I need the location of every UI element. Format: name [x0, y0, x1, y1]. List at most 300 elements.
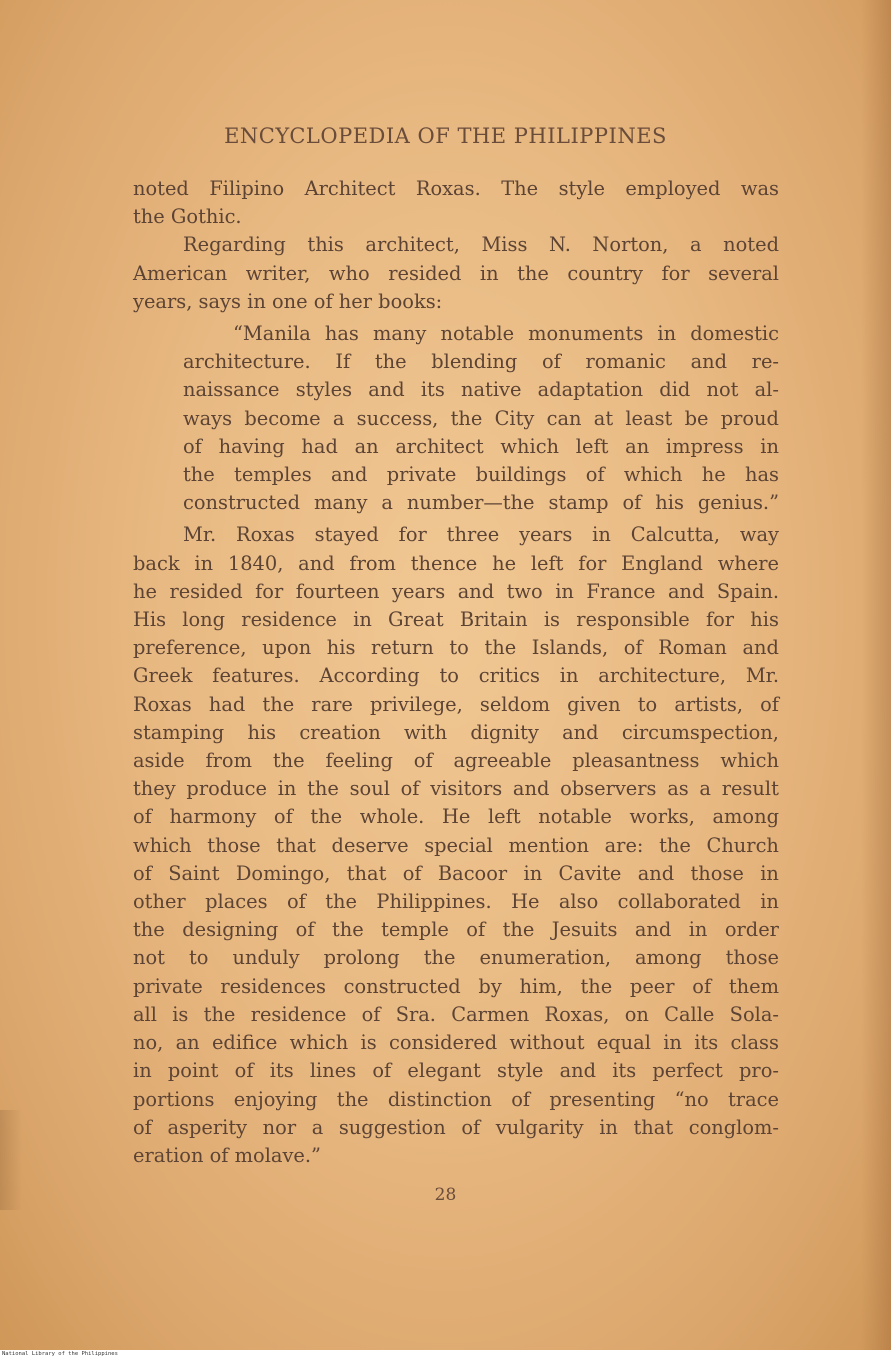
- word: which: [500, 434, 560, 458]
- word: features.: [212, 664, 300, 688]
- word: whole.: [359, 805, 425, 829]
- word: all: [133, 1002, 157, 1026]
- word: perfect: [652, 1059, 723, 1083]
- word: notable: [440, 322, 515, 346]
- word: where: [717, 551, 779, 575]
- word: agreeable: [453, 749, 552, 773]
- word: Cavite: [558, 861, 622, 885]
- word: proud: [720, 406, 779, 430]
- word: Saint: [168, 861, 220, 885]
- word: and: [562, 720, 599, 744]
- word: and: [667, 579, 705, 603]
- word: resided: [169, 579, 243, 603]
- word: the: [325, 890, 358, 914]
- word: for: [578, 551, 607, 575]
- paragraph: [133, 521, 779, 1170]
- text-line: [183, 320, 779, 348]
- word: places: [205, 890, 268, 914]
- word: re-: [751, 350, 779, 374]
- word: in: [599, 1115, 618, 1139]
- text-line: [183, 376, 779, 404]
- word: Church: [706, 833, 779, 857]
- word: of: [295, 918, 315, 942]
- word: in: [277, 777, 297, 801]
- text-line: [133, 1001, 779, 1029]
- word: has: [324, 322, 359, 346]
- text-line: [183, 433, 779, 461]
- word: his: [326, 636, 356, 660]
- word: unduly: [232, 946, 300, 970]
- word: class: [730, 1031, 779, 1055]
- word: architecture.: [183, 350, 311, 374]
- word: become: [244, 406, 321, 430]
- word: “no: [674, 1087, 709, 1111]
- text-line: [133, 203, 779, 231]
- word: this: [307, 233, 344, 257]
- word: in: [688, 918, 708, 942]
- word: Roxas.: [415, 177, 481, 200]
- word: success,: [356, 406, 439, 430]
- text-line: [133, 606, 779, 634]
- word: the: [659, 833, 691, 857]
- word: for: [661, 261, 690, 285]
- word: observers: [560, 777, 657, 801]
- word: the: [502, 918, 535, 942]
- word: rare: [311, 692, 353, 716]
- word: His: [133, 608, 167, 632]
- word: to: [439, 664, 459, 688]
- word: of: [585, 463, 605, 487]
- word: resided: [388, 261, 462, 285]
- word: no,: [133, 1031, 164, 1055]
- word: aside: [133, 749, 185, 773]
- word: residence: [250, 1002, 347, 1026]
- word: of: [541, 350, 561, 374]
- word: the: [331, 918, 364, 942]
- word: the: [423, 946, 456, 970]
- word: in: [760, 861, 779, 885]
- word: special: [424, 833, 493, 857]
- word: al-: [754, 378, 779, 402]
- word: was: [740, 177, 779, 200]
- word: of: [413, 749, 433, 773]
- word: of: [692, 974, 712, 998]
- text-line: [133, 860, 779, 888]
- word: its: [420, 378, 445, 402]
- text-line: [133, 747, 779, 775]
- word: Philippines.: [376, 890, 492, 914]
- word: him,: [519, 974, 563, 998]
- line-text: years, says in one of her books:: [133, 289, 443, 313]
- word: the: [450, 406, 483, 430]
- word: Sola-: [729, 1002, 779, 1026]
- word: had: [208, 692, 246, 716]
- word: The: [501, 177, 539, 200]
- word: of: [286, 890, 306, 914]
- word: to: [189, 946, 209, 970]
- word: nor: [262, 1115, 297, 1139]
- word: for: [398, 523, 427, 547]
- text-line: [133, 260, 779, 288]
- word: Calle: [664, 1002, 715, 1026]
- word: portions: [133, 1087, 215, 1111]
- text-line: [133, 916, 779, 944]
- word: which: [289, 1031, 349, 1055]
- text-line: [133, 521, 779, 549]
- word: He: [511, 890, 540, 914]
- word: suggestion: [338, 1115, 446, 1139]
- word: in: [559, 664, 579, 688]
- word: its: [694, 1031, 719, 1055]
- word: his: [247, 720, 277, 744]
- word: of: [133, 805, 152, 829]
- word: in: [523, 861, 543, 885]
- text-line: [133, 691, 779, 719]
- text-line: [133, 1086, 779, 1114]
- word: of: [511, 1087, 531, 1111]
- block-quote: [133, 320, 779, 517]
- word: temples: [234, 463, 312, 487]
- word: Britain: [459, 608, 528, 632]
- word: England: [621, 551, 703, 575]
- word: 1840,: [227, 551, 284, 575]
- word: He: [441, 805, 471, 829]
- word: return: [371, 636, 434, 660]
- word: of: [760, 692, 779, 716]
- word: Architect: [304, 177, 396, 200]
- word: and: [368, 378, 405, 402]
- word: the: [484, 636, 517, 660]
- word: among: [635, 946, 702, 970]
- word: by: [478, 974, 502, 998]
- word: long: [182, 608, 226, 632]
- paragraph: [133, 231, 779, 316]
- word: Carmen: [451, 1002, 530, 1026]
- word: seldom: [479, 692, 550, 716]
- word: in: [555, 579, 574, 603]
- word: circumspection,: [621, 720, 779, 744]
- word: Great: [388, 608, 444, 632]
- word: of: [466, 918, 486, 942]
- word: to: [637, 692, 658, 716]
- word: Roxas: [236, 523, 295, 547]
- word: collaborated: [617, 890, 741, 914]
- word: many: [372, 322, 427, 346]
- word: writer,: [245, 261, 311, 285]
- word: two: [506, 579, 543, 603]
- word: at: [593, 406, 614, 430]
- word: and: [559, 1059, 597, 1083]
- word: stamp: [548, 491, 609, 515]
- word: a: [690, 233, 702, 257]
- word: be: [684, 406, 709, 430]
- word: produce: [186, 777, 268, 801]
- word: peer: [629, 974, 675, 998]
- word: in: [663, 1031, 682, 1055]
- word: can: [546, 406, 582, 430]
- word: other: [133, 890, 186, 914]
- text-line: [133, 288, 779, 316]
- text-line: [133, 832, 779, 860]
- word: of: [622, 491, 642, 515]
- word: American: [133, 261, 228, 285]
- word: in: [760, 890, 779, 914]
- word: asperity: [167, 1115, 248, 1139]
- word: left: [575, 434, 609, 458]
- word: its: [612, 1059, 637, 1083]
- word: residence: [241, 608, 337, 632]
- word: of: [400, 777, 420, 801]
- word: had: [301, 434, 338, 458]
- word: to: [449, 636, 469, 660]
- word: that: [633, 1115, 674, 1139]
- word: which: [623, 463, 683, 487]
- word: mention: [508, 833, 589, 857]
- word: Bacoor: [437, 861, 508, 885]
- word: also: [558, 890, 599, 914]
- word: and: [637, 861, 675, 885]
- word: several: [708, 261, 779, 285]
- word: trace: [728, 1087, 779, 1111]
- word: notable: [538, 805, 612, 829]
- text-line: [133, 944, 779, 972]
- word: According: [319, 664, 420, 688]
- text-line: [133, 1029, 779, 1057]
- word: without: [509, 1031, 585, 1055]
- word: native: [460, 378, 522, 402]
- word: stayed: [314, 523, 379, 547]
- text-line: [133, 775, 779, 803]
- word: of: [133, 861, 152, 885]
- word: did: [659, 378, 691, 402]
- word: having: [218, 434, 285, 458]
- word: preference,: [133, 636, 247, 660]
- word: the: [336, 1087, 369, 1111]
- text-line: [183, 461, 779, 489]
- word: adaptation: [537, 378, 644, 402]
- word: Sra.: [395, 1002, 436, 1026]
- word: creation: [299, 720, 381, 744]
- word: point: [167, 1059, 219, 1083]
- word: Spain.: [716, 579, 779, 603]
- word: architecture,: [598, 664, 726, 688]
- word: years: [392, 579, 446, 603]
- word: the: [272, 749, 305, 773]
- word: If: [335, 350, 351, 374]
- word: Filipino: [209, 177, 285, 200]
- text-line: [133, 634, 779, 662]
- word: critics: [478, 664, 540, 688]
- word: which: [720, 749, 779, 773]
- text-line: [133, 719, 779, 747]
- word: Roxas: [133, 692, 192, 716]
- word: noted: [723, 233, 779, 257]
- word: buildings: [475, 463, 567, 487]
- word: constructed: [343, 974, 461, 998]
- word: vulgarity: [495, 1115, 584, 1139]
- word: the: [203, 1002, 236, 1026]
- text-line: [133, 888, 779, 916]
- word: pleasantness: [572, 749, 700, 773]
- word: thence: [410, 551, 478, 575]
- word: private: [386, 463, 457, 487]
- word: of: [133, 1115, 152, 1139]
- text-line: [133, 973, 779, 1001]
- word: that: [276, 833, 316, 857]
- word: temple: [381, 918, 449, 942]
- word: Roxas,: [544, 1002, 610, 1026]
- word: harmony: [169, 805, 257, 829]
- word: of: [623, 636, 643, 660]
- word: works,: [629, 805, 695, 829]
- text-line: [133, 1114, 779, 1142]
- page-number: 28: [434, 1185, 457, 1205]
- word: way: [739, 523, 779, 547]
- word: romanic: [585, 350, 666, 374]
- text-line: [133, 1142, 779, 1170]
- word: those: [690, 861, 744, 885]
- word: not: [133, 946, 165, 970]
- word: feeling: [325, 749, 393, 773]
- word: Norton,: [592, 233, 669, 257]
- word: lines: [309, 1059, 357, 1083]
- word: in: [479, 261, 499, 285]
- word: Mr.: [745, 664, 779, 688]
- word: he: [133, 579, 157, 603]
- word: soul: [349, 777, 390, 801]
- text-line: [133, 550, 779, 578]
- word: privilege,: [369, 692, 463, 716]
- word: least: [625, 406, 673, 430]
- word: the: [262, 692, 295, 716]
- text-line: [133, 803, 779, 831]
- word: a: [311, 1115, 324, 1139]
- word: and: [690, 350, 728, 374]
- word: of: [273, 805, 293, 829]
- word: presenting: [549, 1087, 656, 1111]
- running-header: ENCYCLOPEDIA OF THE PHILIPPINES: [224, 124, 667, 148]
- word: they: [133, 777, 176, 801]
- word: country: [567, 261, 643, 285]
- word: style: [497, 1059, 544, 1083]
- word: an: [175, 1031, 200, 1055]
- word: deserve: [331, 833, 409, 857]
- line-text: eration of molave.”: [133, 1143, 321, 1167]
- word: styles: [295, 378, 353, 402]
- word: of: [461, 1115, 481, 1139]
- word: in: [353, 608, 372, 632]
- word: upon: [262, 636, 312, 660]
- word: naissance: [183, 378, 280, 402]
- text-line: [183, 405, 779, 433]
- word: fourteen: [295, 579, 380, 603]
- text-line: [133, 1057, 779, 1085]
- word: number—the: [406, 491, 535, 515]
- word: that: [346, 861, 387, 885]
- word: the: [310, 805, 343, 829]
- word: visitors: [430, 777, 503, 801]
- word: back: [133, 551, 180, 575]
- word: three: [446, 523, 500, 547]
- word: Mr.: [183, 523, 217, 547]
- word: in: [133, 1059, 152, 1083]
- word: who: [328, 261, 370, 285]
- word: not: [706, 378, 739, 402]
- word: is: [543, 608, 560, 632]
- word: an: [354, 434, 379, 458]
- word: those: [207, 833, 261, 857]
- word: an: [625, 434, 650, 458]
- word: impress: [665, 434, 744, 458]
- word: which: [133, 833, 192, 857]
- word: Miss: [481, 233, 528, 257]
- word: stamping: [133, 720, 225, 744]
- text-line: [133, 662, 779, 690]
- word: enjoying: [233, 1087, 318, 1111]
- word: a: [699, 777, 711, 801]
- word: of: [372, 1059, 392, 1083]
- word: the: [133, 918, 165, 942]
- word: the: [183, 463, 215, 487]
- word: in: [657, 322, 677, 346]
- word: the: [374, 350, 407, 374]
- word: Greek: [133, 664, 193, 688]
- word: and: [331, 463, 368, 487]
- text-line: [133, 578, 779, 606]
- line-text: the Gothic.: [133, 205, 242, 229]
- word: responsible: [576, 608, 690, 632]
- word: and: [742, 636, 779, 660]
- word: with: [404, 720, 448, 744]
- word: prolong: [323, 946, 400, 970]
- word: the: [307, 777, 339, 801]
- word: artists,: [674, 692, 744, 716]
- word: architect: [395, 434, 484, 458]
- word: considered: [388, 1031, 498, 1055]
- word: Jesuits: [551, 918, 618, 942]
- word: monuments: [528, 322, 644, 346]
- word: Islands,: [531, 636, 609, 660]
- word: a: [332, 406, 345, 430]
- word: pro-: [739, 1059, 779, 1083]
- word: its: [269, 1059, 294, 1083]
- word: Roman: [658, 636, 727, 660]
- footer-strip: [0, 1350, 891, 1358]
- word: equal: [596, 1031, 651, 1055]
- word: from: [205, 749, 252, 773]
- word: Regarding: [183, 233, 286, 257]
- word: residences: [220, 974, 326, 998]
- word: elegant: [407, 1059, 481, 1083]
- word: his: [750, 608, 779, 632]
- word: of: [234, 1059, 254, 1083]
- word: is: [172, 1002, 189, 1026]
- text-line: [133, 175, 779, 203]
- word: edifice: [211, 1031, 278, 1055]
- library-credit: National Library of the Philippines: [2, 1351, 118, 1357]
- word: designing: [182, 918, 279, 942]
- word: in: [194, 551, 214, 575]
- word: of: [361, 1002, 381, 1026]
- word: style: [558, 177, 605, 200]
- word: in: [592, 523, 611, 547]
- paragraph: [133, 175, 779, 231]
- word: and: [298, 551, 335, 575]
- word: on: [624, 1002, 649, 1026]
- word: France: [586, 579, 656, 603]
- word: genius.”: [697, 491, 779, 515]
- word: the: [580, 974, 613, 998]
